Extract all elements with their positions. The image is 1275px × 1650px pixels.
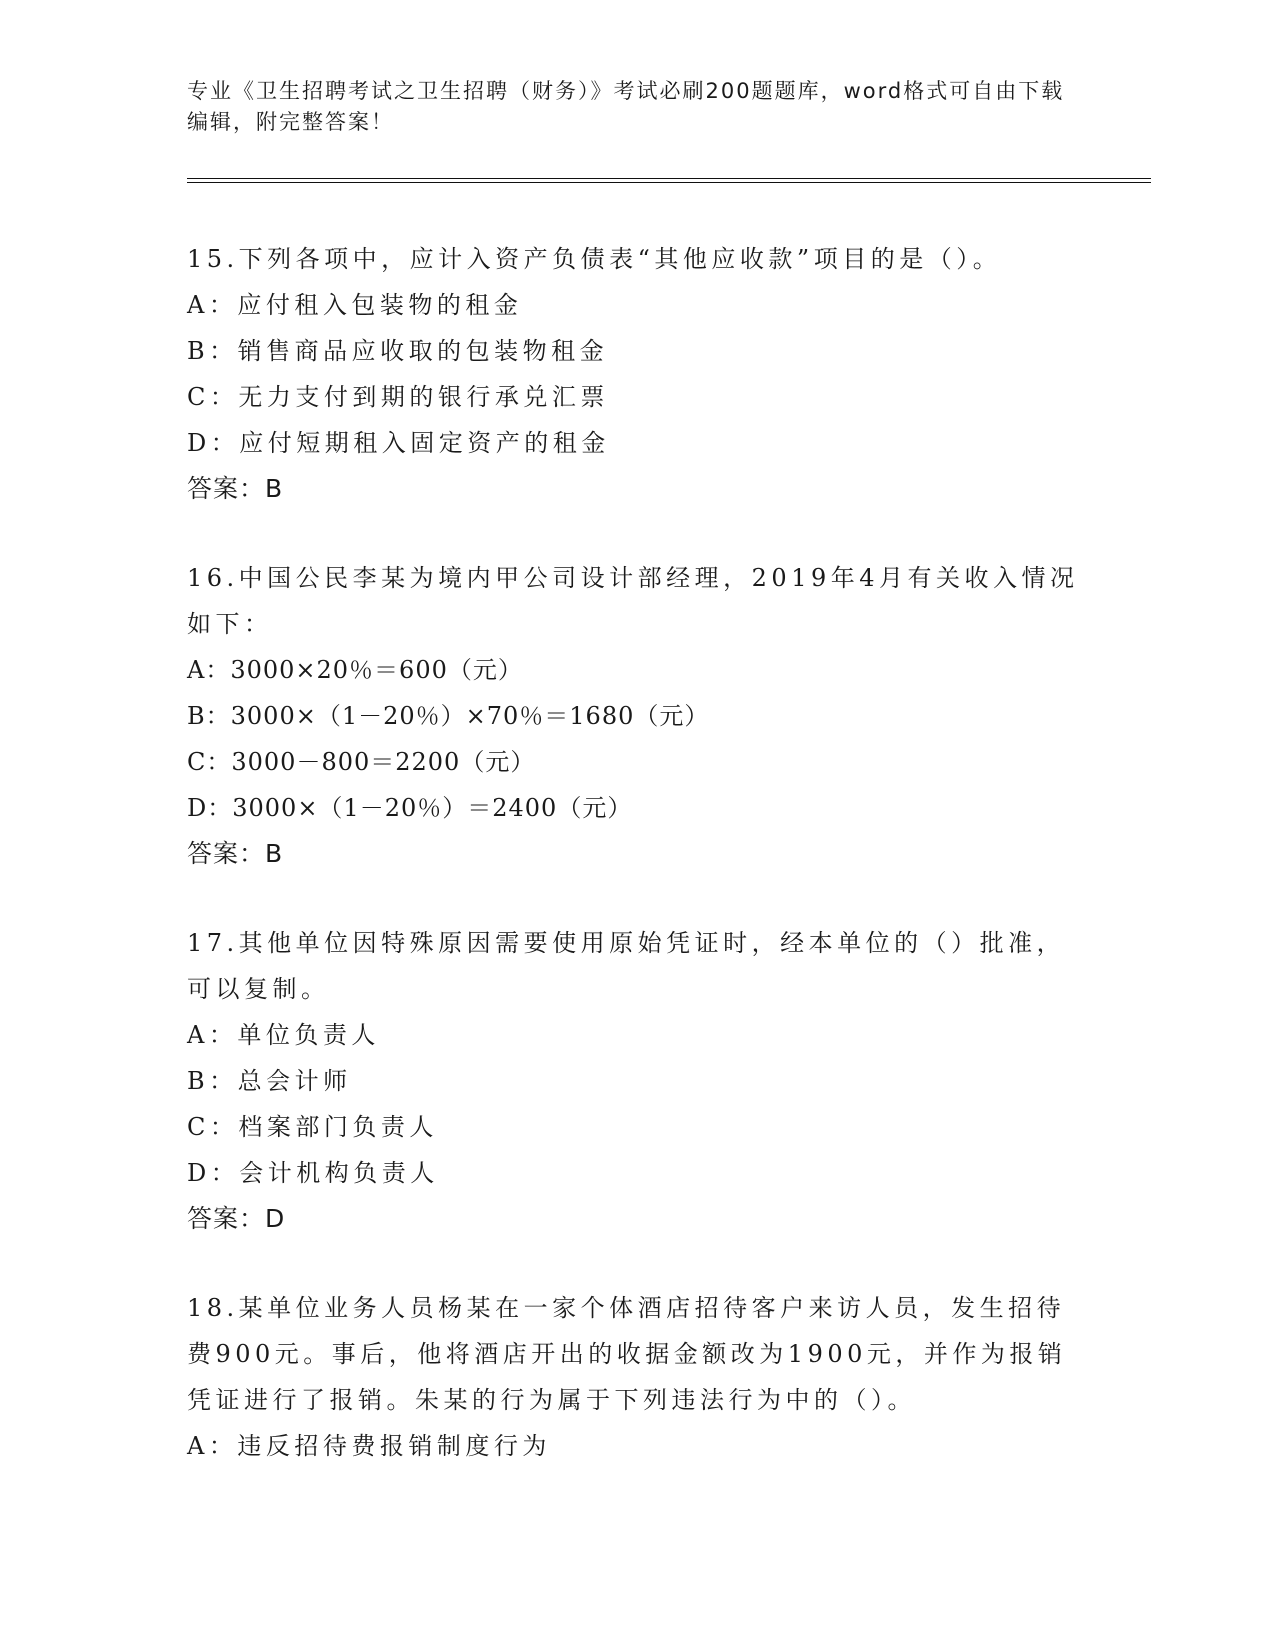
option-b: B：3000×（1－20％）×70％＝1680（元） [187, 702, 710, 730]
question-stem: 18.某单位业务人员杨某在一家个体酒店招待客户来访人员，发生招待费900元。事后，他将酒店开出的收据金额改为1900元，并作为报销凭证进行了报销。朱某的行为属于下列违法行为中的（）。 [187, 1294, 1067, 1414]
option-b: B：总会计师 [187, 1067, 352, 1095]
option-c: C：档案部门负责人 [187, 1113, 438, 1141]
option-a: A：应付租入包装物的租金 [187, 291, 523, 319]
header-intro-text: 专业《卫生招聘考试之卫生招聘（财务）》考试必刷200题题库，word格式可自由下载编辑，附完整答案！ [187, 79, 1065, 134]
answer-line: 答案：D [187, 1204, 286, 1233]
option-d: D：应付短期租入固定资产的租金 [187, 429, 610, 457]
option-a: A：违反招待费报销制度行为 [187, 1432, 551, 1460]
answer-line: 答案：B [187, 474, 284, 503]
option-a: A：单位负责人 [187, 1021, 380, 1049]
option-c: C：3000－800＝2200（元） [187, 748, 536, 776]
option-a: A：3000×20％＝600（元） [187, 656, 523, 684]
question-stem: 16.中国公民李某为境内甲公司设计部经理，2019年4月有关收入情况如下： [187, 564, 1079, 638]
option-d: D：3000×（1－20％）＝2400（元） [187, 794, 633, 822]
question-15 [187, 236, 1087, 512]
answer-line: 答案：B [187, 839, 284, 868]
option-d: D：会计机构负责人 [187, 1159, 439, 1187]
question-stem: 17.其他单位因特殊原因需要使用原始凭证时，经本单位的（）批准，可以复制。 [187, 929, 1066, 1003]
question-list [187, 236, 1087, 1512]
header-divider-bottom [187, 182, 1151, 183]
question-17 [187, 920, 1087, 1242]
question-18 [187, 1285, 1087, 1469]
question-stem: 15.下列各项中，应计入资产负债表“其他应收款”项目的是（）。 [187, 245, 1002, 273]
document-header [187, 76, 1087, 138]
option-c: C：无力支付到期的银行承兑汇票 [187, 383, 609, 411]
question-16 [187, 555, 1087, 877]
header-divider-top [187, 178, 1151, 179]
option-b: B：销售商品应收取的包装物租金 [187, 337, 609, 365]
